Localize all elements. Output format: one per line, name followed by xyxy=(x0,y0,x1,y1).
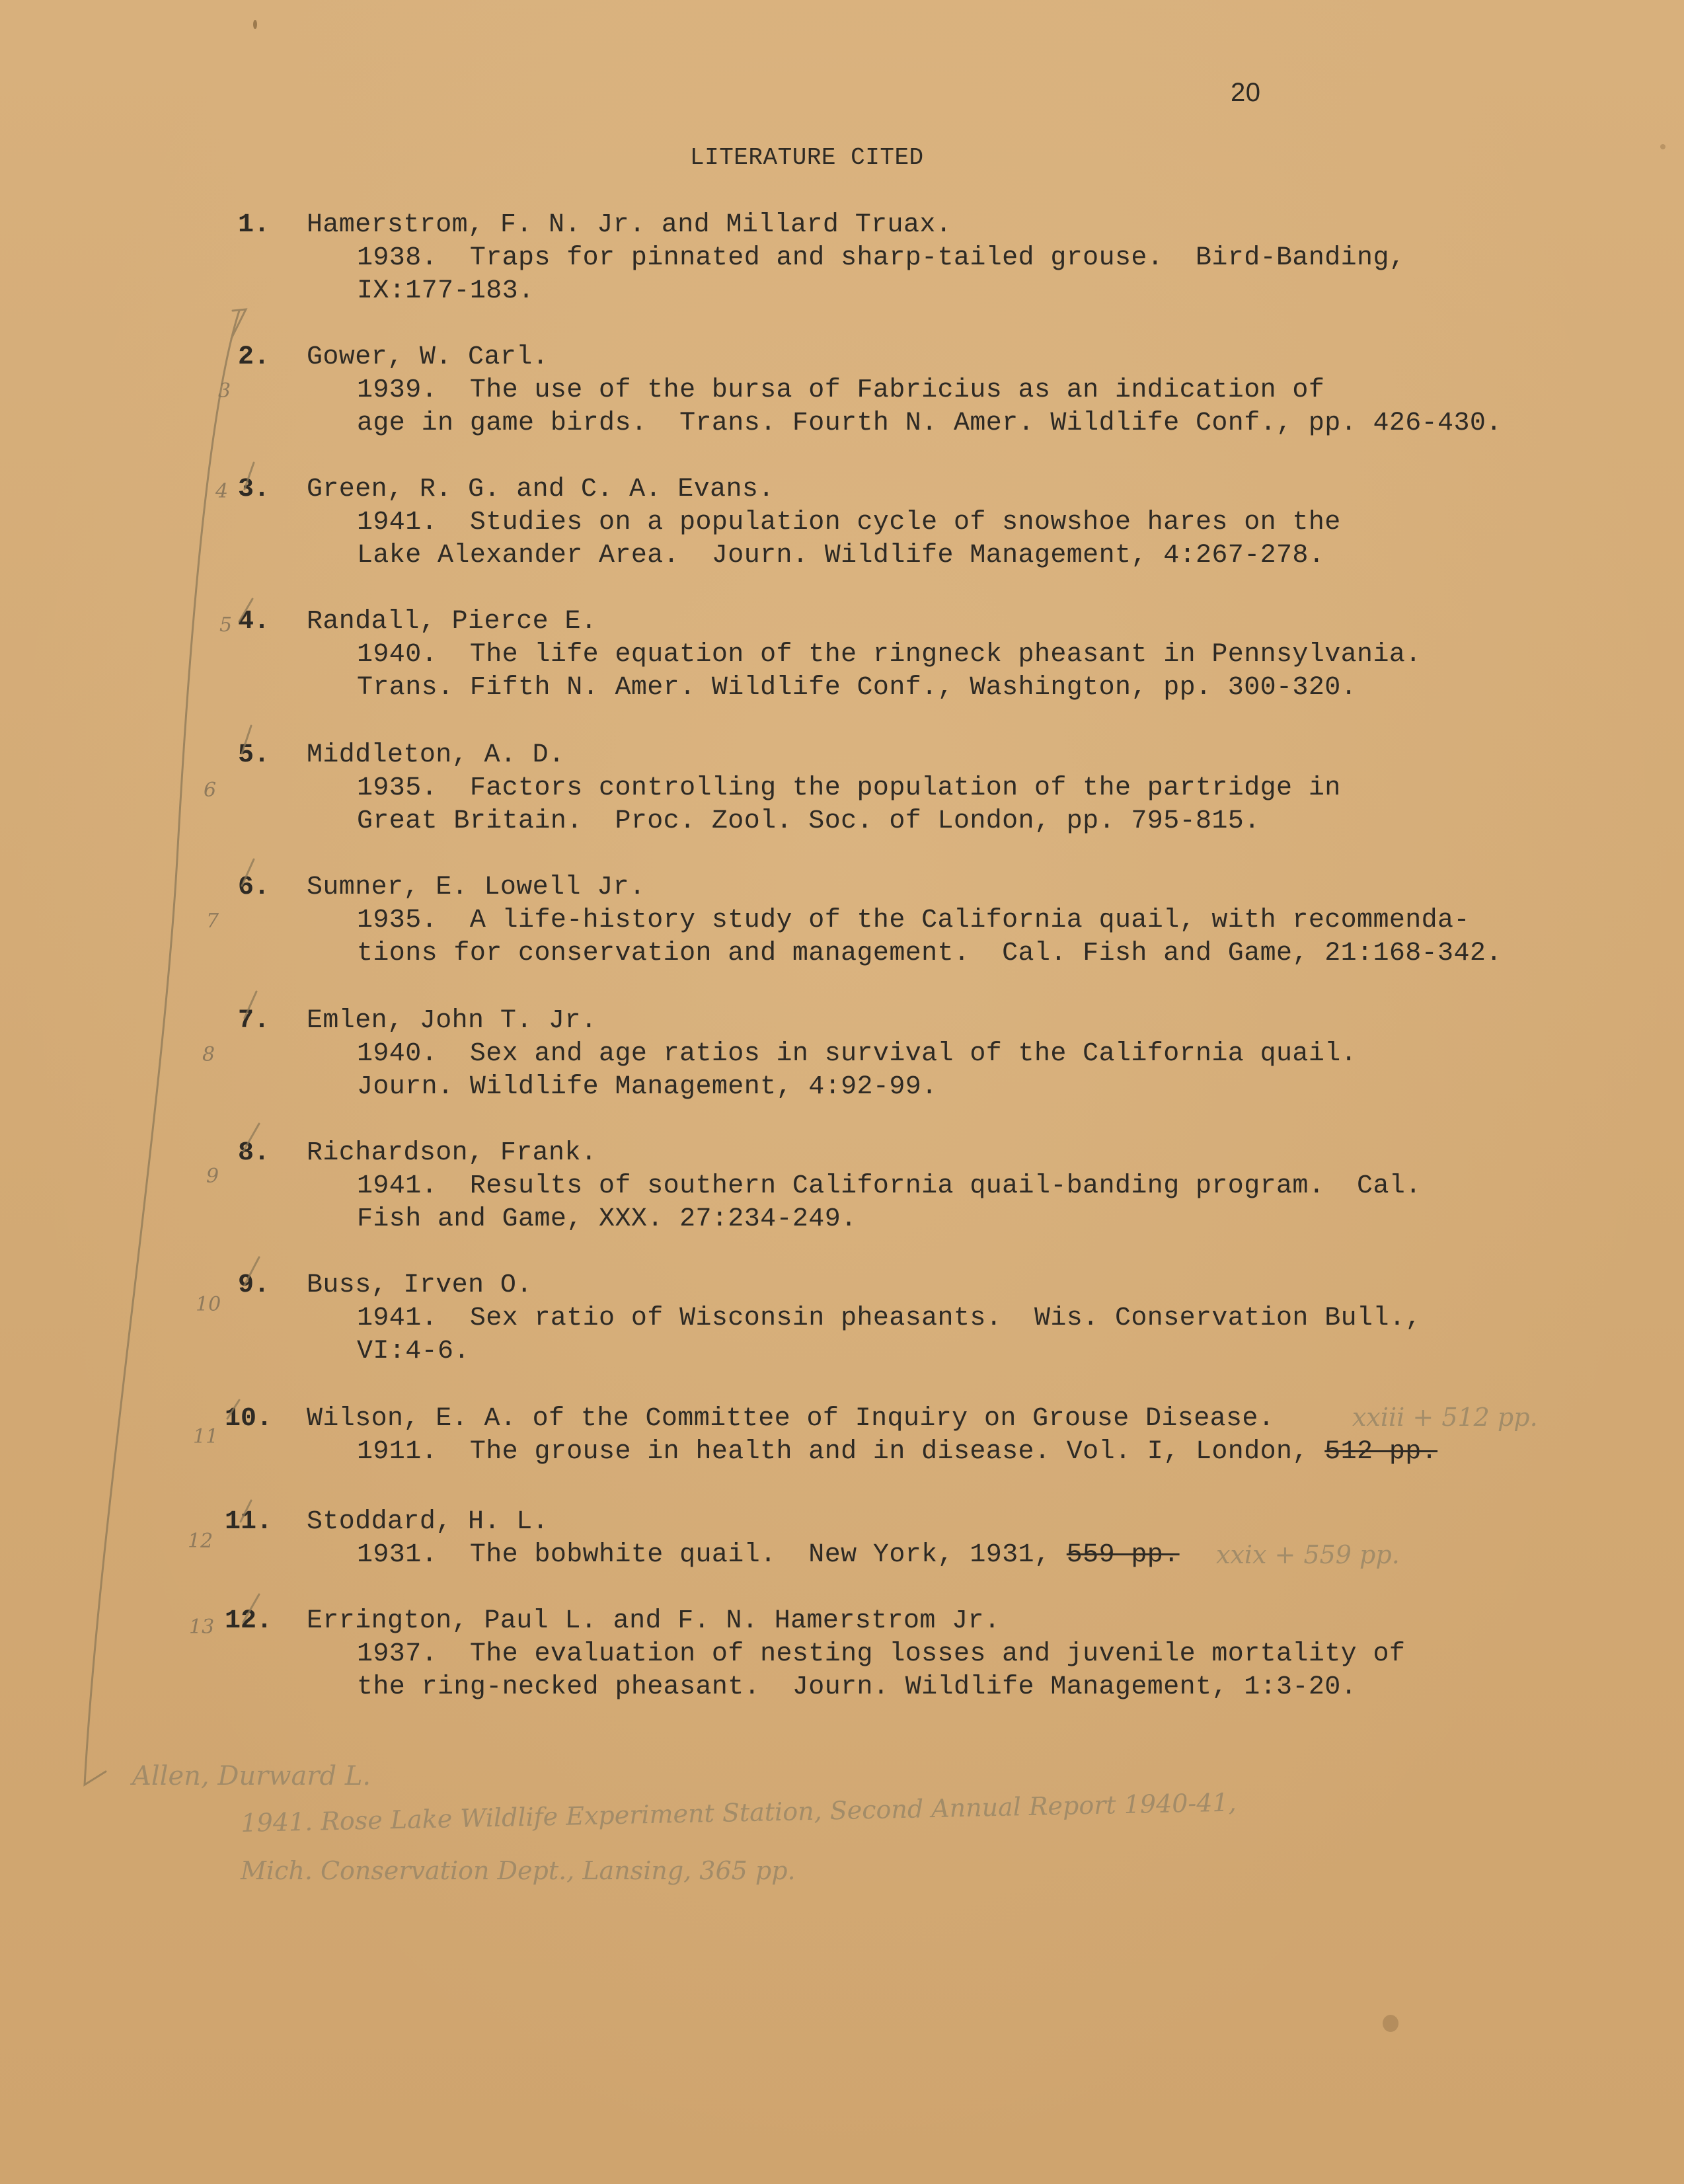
margin-renumber: 13 xyxy=(189,1616,215,1639)
paper-spot xyxy=(1383,2015,1398,2032)
reference-number: 5. xyxy=(237,740,270,770)
reference-citation xyxy=(357,1540,1180,1570)
margin-renumber: 3 xyxy=(218,379,231,403)
reference-citation-continued: tions for conservation and management. Cal. Fish and Game, 21:168-342. xyxy=(357,939,1502,968)
margin-renumber: 6 xyxy=(204,779,217,802)
pencil-pages-correction: xxix + 559 pp. xyxy=(1216,1540,1400,1569)
reference-citation: 1935. Factors controlling the population of the partridge in xyxy=(357,773,1341,803)
reference-citation: 1938. Traps for pinnated and sharp-tailed grouse. Bird-Banding, xyxy=(357,243,1406,273)
reference-citation-continued: VI:4-6. xyxy=(357,1337,470,1366)
reference-author: Buss, Irven O. xyxy=(307,1270,533,1300)
reference-author: Randall, Pierce E. xyxy=(307,607,597,637)
margin-renumber: 7 xyxy=(206,910,219,933)
reference-author: Stoddard, H. L. xyxy=(307,1507,549,1537)
reference-author: Hamerstrom, F. N. Jr. and Millard Truax. xyxy=(307,210,952,240)
reference-number: 6. xyxy=(237,873,270,902)
reference-number: 8. xyxy=(237,1138,270,1168)
handwritten-reference-author: Allen, Durward L. xyxy=(132,1761,371,1791)
struck-pages: 559 pp. xyxy=(1066,1540,1180,1570)
reference-citation-continued: Lake Alexander Area. Journ. Wildlife Management, 4:267-278. xyxy=(357,541,1325,570)
reference-citation: 1941. Sex ratio of Wisconsin pheasants. Wis. Conservation Bull., xyxy=(357,1304,1422,1333)
reference-citation-continued: the ring-necked pheasant. Journ. Wildlife Management, 1:3-20. xyxy=(357,1672,1358,1702)
citation-text: 1911. The grouse in health and in disease. Vol. I, London, xyxy=(357,1437,1325,1467)
reference-number: 3. xyxy=(237,475,270,504)
reference-author: Sumner, E. Lowell Jr. xyxy=(307,873,646,902)
reference-citation-continued: Fish and Game, XXX. 27:234-249. xyxy=(357,1204,857,1234)
reference-citation: 1941. Results of southern California quail-banding program. Cal. xyxy=(357,1171,1422,1201)
handwritten-reference-citation: 1941. Rose Lake Wildlife Experiment Station, Second Annual Report 1940-41, xyxy=(241,1787,1237,1838)
reference-author: Green, R. G. and C. A. Evans. xyxy=(307,475,775,504)
margin-renumber: 9 xyxy=(206,1165,219,1188)
pencil-margin-line xyxy=(85,311,239,1785)
page-title: LITERATURE CITED xyxy=(690,144,924,171)
reference-citation-continued: Great Britain. Proc. Zool. Soc. of London, pp. 795-815. xyxy=(357,806,1260,836)
margin-renumber: 10 xyxy=(196,1293,221,1316)
pencil-pages-correction: xxiii + 512 pp. xyxy=(1352,1403,1538,1432)
margin-renumber: 12 xyxy=(188,1530,213,1553)
reference-author: Richardson, Frank. xyxy=(307,1138,597,1168)
margin-renumber: 5 xyxy=(219,613,233,637)
reference-number: 2. xyxy=(237,342,270,372)
reference-citation: 1937. The evaluation of nesting losses and juvenile mortality of xyxy=(357,1639,1406,1669)
reference-author: Wilson, E. A. of the Committee of Inquiry on Grouse Disease. xyxy=(307,1404,1275,1434)
paper-mark xyxy=(253,20,257,29)
reference-citation xyxy=(357,1437,1437,1467)
reference-number: 4. xyxy=(237,607,270,637)
reference-number: 1. xyxy=(237,210,270,240)
paper-speck xyxy=(1660,144,1665,149)
struck-pages: 512 pp. xyxy=(1324,1437,1438,1467)
reference-author: Middleton, A. D. xyxy=(307,740,565,770)
handwritten-reference-citation-continued: Mich. Conservation Dept., Lansing, 365 pp. xyxy=(241,1856,796,1885)
reference-citation-continued: Trans. Fifth N. Amer. Wildlife Conf., Washington, pp. 300-320. xyxy=(357,673,1358,703)
reference-number: 9. xyxy=(237,1270,270,1300)
reference-number: 7. xyxy=(237,1006,270,1036)
reference-citation-continued: IX:177-183. xyxy=(357,276,535,306)
reference-citation: 1941. Studies on a population cycle of snowshoe hares on the xyxy=(357,508,1341,537)
reference-citation: 1935. A life-history study of the California quail, with recommenda- xyxy=(357,906,1470,935)
page-number: 20 xyxy=(1231,78,1261,107)
margin-renumber: 11 xyxy=(193,1425,219,1448)
reference-number: 10. xyxy=(225,1404,273,1434)
reference-citation-continued: age in game birds. Trans. Fourth N. Amer. Wildlife Conf., pp. 426-430. xyxy=(357,409,1502,438)
reference-author: Gower, W. Carl. xyxy=(307,342,549,372)
reference-citation: 1939. The use of the bursa of Fabricius as an indication of xyxy=(357,375,1325,405)
reference-citation-continued: Journ. Wildlife Management, 4:92-99. xyxy=(357,1072,938,1102)
citation-text: 1931. The bobwhite quail. New York, 1931, xyxy=(357,1540,1067,1570)
reference-citation: 1940. Sex and age ratios in survival of the California quail. xyxy=(357,1039,1358,1069)
reference-citation: 1940. The life equation of the ringneck pheasant in Pennsylvania. xyxy=(357,640,1422,670)
check-mark-icon xyxy=(231,309,246,338)
reference-number: 11. xyxy=(225,1507,273,1537)
reference-author: Errington, Paul L. and F. N. Hamerstrom Jr. xyxy=(307,1606,1001,1636)
margin-renumber: 8 xyxy=(202,1043,215,1066)
reference-number: 12. xyxy=(225,1606,273,1636)
reference-author: Emlen, John T. Jr. xyxy=(307,1006,597,1036)
margin-renumber: 4 xyxy=(215,480,229,503)
